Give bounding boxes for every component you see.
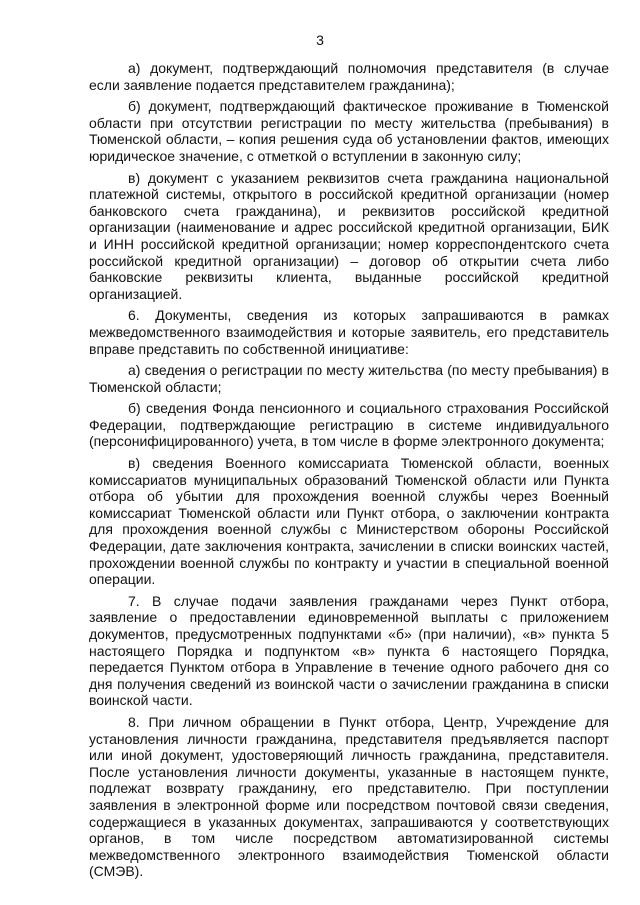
- paragraph-5b: б) документ, подтверждающий фактическое проживание в Тюменской области при отсутствии регистрации по месту жительства (пребывания) в Тюменской области, – копия решения суда об установлении фактов, имеющих юридическое значение, с отметкой о вступлении в законную силу;: [89, 98, 609, 164]
- document-body: [89, 60, 609, 885]
- paragraph-6a: а) сведения о регистрации по месту жительства (по месту пребывания) в Тюменской области;: [89, 362, 609, 395]
- paragraph-7: 7. В случае подачи заявления гражданами через Пункт отбора, заявление о предоставлении единовременной выплаты с приложением документов, предусмотренных подпунктами «б» (при наличии), «в» пункта 5 настоящего Порядка и подпунктом «в» пункта 6 настоящего Порядка, передается Пунктом отбора в Управление в течение одного рабочего дня со дня получения сведений из воинской части о зачислении гражданина в списки воинской части.: [89, 592, 609, 709]
- paragraph-5a: а) документ, подтверждающий полномочия представителя (в случае если заявление подается представителем гражданина);: [89, 60, 609, 93]
- paragraph-6c: в) сведения Военного комиссариата Тюменской области, военных комиссариатов муниципальных образований Тюменской области или Пункта отбора об убытии для прохождения военной службы через Военный комиссариат Тюменской области или Пункт отбора, о заключении контракта для прохождения военной службы с Министерством обороны Российской Федерации, дате заключения контракта, зачислении в списки воинских частей, прохождении военной службы по контракту и участии в специальной военной операции.: [89, 455, 609, 588]
- paragraph-8: 8. При личном обращении в Пункт отбора, Центр, Учреждение для установления личности гражданина, представителя предъявляется паспорт или иной документ, удостоверяющий личность гражданина, представителя. После установления личности документы, указанные в настоящем пункте, подлежат возврату гражданину, его представителю. При поступлении заявления в электронной форме или посредством почтовой связи сведения, содержащиеся в указанных документах, запрашиваются у соответствующих органов, в том числе посредством автоматизированной системы межведомственного электронного взаимодействия Тюменской области (СМЭВ).: [89, 713, 609, 880]
- paragraph-5c: в) документ с указанием реквизитов счета гражданина национальной платежной системы, открытого в российской кредитной организации (номер банковского счета гражданина), и реквизитов российской кредитной организации (наименование и адрес российской кредитной организации, БИК и ИНН российской кредитной организации; номер корреспондентского счета российской кредитной организации) – договор об открытии счета либо банковские реквизиты клиента, выданные российской кредитной организацией.: [89, 169, 609, 302]
- paragraph-6: 6. Документы, сведения из которых запрашиваются в рамках межведомственного взаимодействия и которые заявитель, его представитель вправе представить по собственной инициативе:: [89, 307, 609, 357]
- paragraph-6b: б) сведения Фонда пенсионного и социального страхования Российской Федерации, подтверждающие регистрацию в системе индивидуального (персонифицированного) учета, в том числе в форме электронного документа;: [89, 400, 609, 450]
- page-number: 3: [316, 32, 324, 48]
